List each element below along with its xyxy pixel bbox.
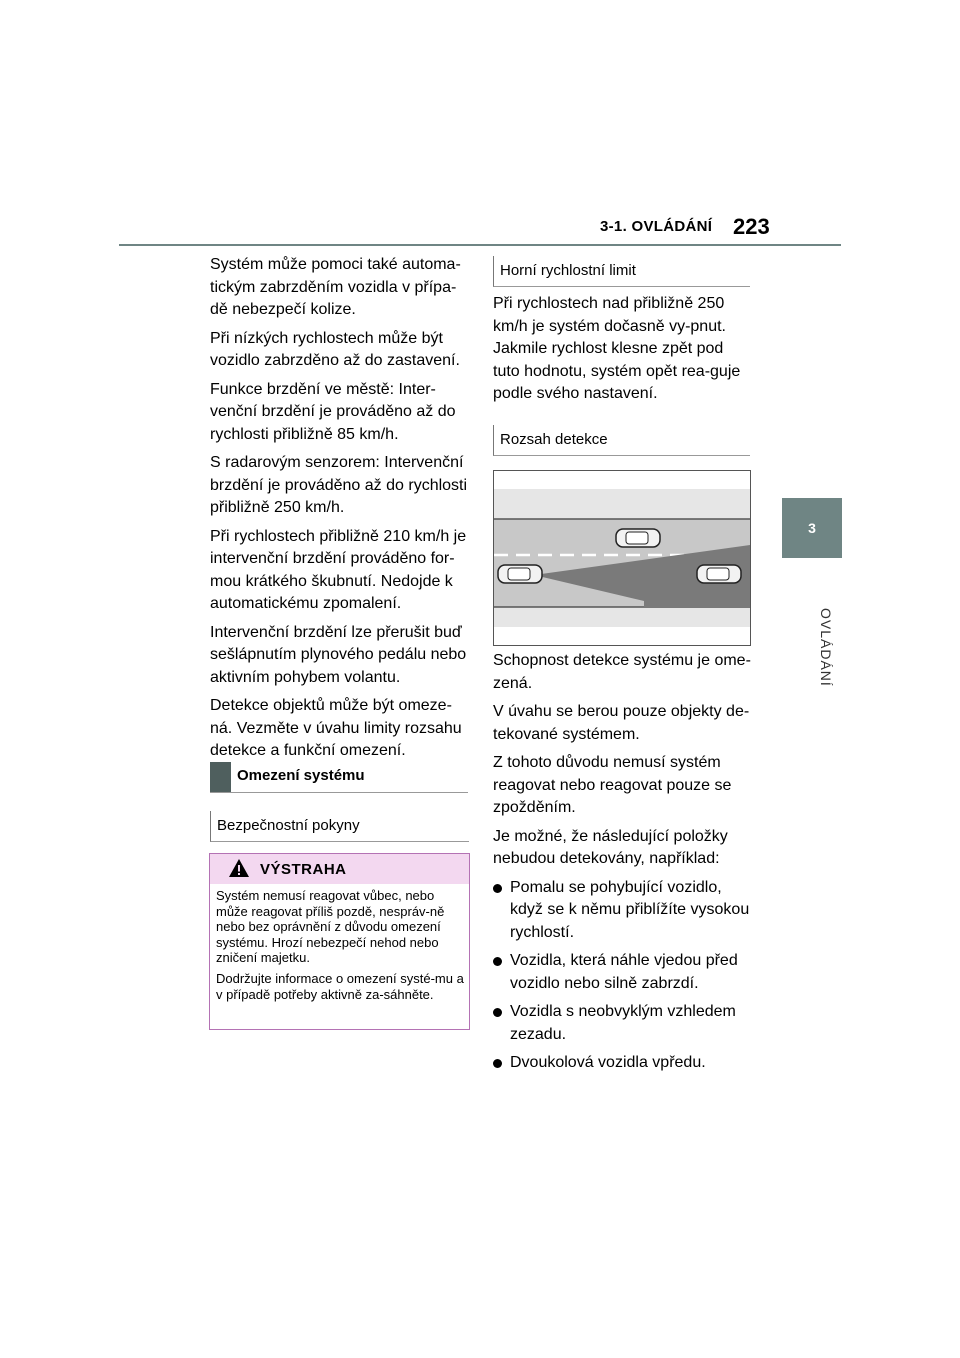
paragraph: Schopnost detekce systému je ome-zená. [493, 652, 751, 692]
chapter-label: OVLÁDÁNÍ [818, 608, 834, 687]
subheading-text: Rozsah detekce [500, 431, 608, 448]
subheading-text: Bezpečnostní pokyny [217, 817, 360, 834]
paragraph: Při rychlostech nad přibližně 250 km/h je systém dočasně vy-pnut. Jakmile rychlost klesne zpět pod tuto hodnotu, systém opět rea-guje podle svého nastavení. [493, 295, 741, 402]
paragraph: Funkce brzdění ve městě: Inter-venční brzdění je prováděno až do rychlosti přibližně 85 km/h. [210, 380, 456, 443]
left-column [210, 254, 470, 769]
paragraph: Detekce objektů může být omeze-ná. Vezměte v úvahu limity rozsahu detekce a funkční omezení. [210, 697, 462, 759]
warning-body [216, 888, 464, 1007]
bullet-list [493, 877, 751, 1075]
subheading-speed-limit [493, 256, 750, 287]
warning-box [209, 853, 470, 1030]
car-icon [697, 565, 741, 583]
warning-text: Dodržujte informace o omezení systé-mu a v případě potřeby aktivně za-sáhněte. [216, 970, 464, 1002]
paragraph: S radarovým senzorem: Intervenční brzdění je prováděno až do rychlosti přibližně 250 km/h. [210, 454, 468, 516]
paragraph: Systém může pomoci také automa-tickým zabrzděním vozidla v přípa-dě nebezpečí kolize. [210, 256, 461, 318]
header-rule [119, 244, 841, 246]
detection-range-illustration [493, 470, 751, 646]
speed-limit-text [493, 293, 751, 412]
road-diagram [494, 471, 750, 645]
chapter-tab: 3 [782, 498, 842, 558]
paragraph: Intervenční brzdění lze přerušit buď sešlápnutím plynového pedálu nebo aktivním pohybem volantu. [210, 623, 467, 686]
car-icon [616, 529, 660, 547]
list-item: Dvoukolová vozidla vpředu. [493, 1052, 751, 1075]
section-heading-text: Omezení systému [237, 767, 365, 784]
subheading-text: Horní rychlostní limit [500, 262, 636, 279]
list-item: Vozidla, která náhle vjedou před vozidlo nebo silně zabrzdí. [493, 950, 751, 995]
paragraph: Z tohoto důvodu nemusí systém reagovat nebo reagovat pouze se zpožděním. [493, 754, 732, 816]
subheading-safety [210, 811, 469, 842]
list-item: Vozidla s neobvyklým vzhledem zezadu. [493, 1001, 751, 1046]
paragraph: Je možné, že následující položky nebudou detekovány, například: [493, 827, 728, 867]
warning-triangle-icon [228, 858, 250, 878]
subheading-detection-range [493, 425, 750, 456]
list-item: Pomalu se pohybující vozidlo, když se k němu přiblížíte vysokou rychlostí. [493, 877, 751, 945]
warning-title: VÝSTRAHA [260, 861, 347, 878]
page-number: 223 [733, 214, 770, 239]
paragraph: Při rychlostech přibližně 210 km/h je intervenční brzdění prováděno for-mou krátkého škubnutí. Nedojde k automatickému zpomalení. [210, 527, 467, 612]
chapter-label-wrap [790, 568, 834, 687]
heading-bar [210, 762, 231, 792]
ego-car-icon [498, 565, 542, 583]
section-heading [210, 762, 468, 793]
paragraph: Při nízkých rychlostech může být vozidlo zabrzděno až do zastavení. [210, 329, 460, 369]
warning-text: Systém nemusí reagovat vůbec, nebo může reagovat příliš pozdě, nespráv-ně nebo bez oprávnění z důvodu omezení systému. Hrozí nebezpečí nehod nebo zničení majetku. [216, 888, 445, 966]
detection-text [493, 650, 751, 1081]
warning-header [210, 854, 469, 884]
paragraph: V úvahu se berou pouze objekty de-tekované systémem. [493, 703, 750, 743]
section-title: 3-1. OVLÁDÁNÍ [600, 218, 713, 235]
